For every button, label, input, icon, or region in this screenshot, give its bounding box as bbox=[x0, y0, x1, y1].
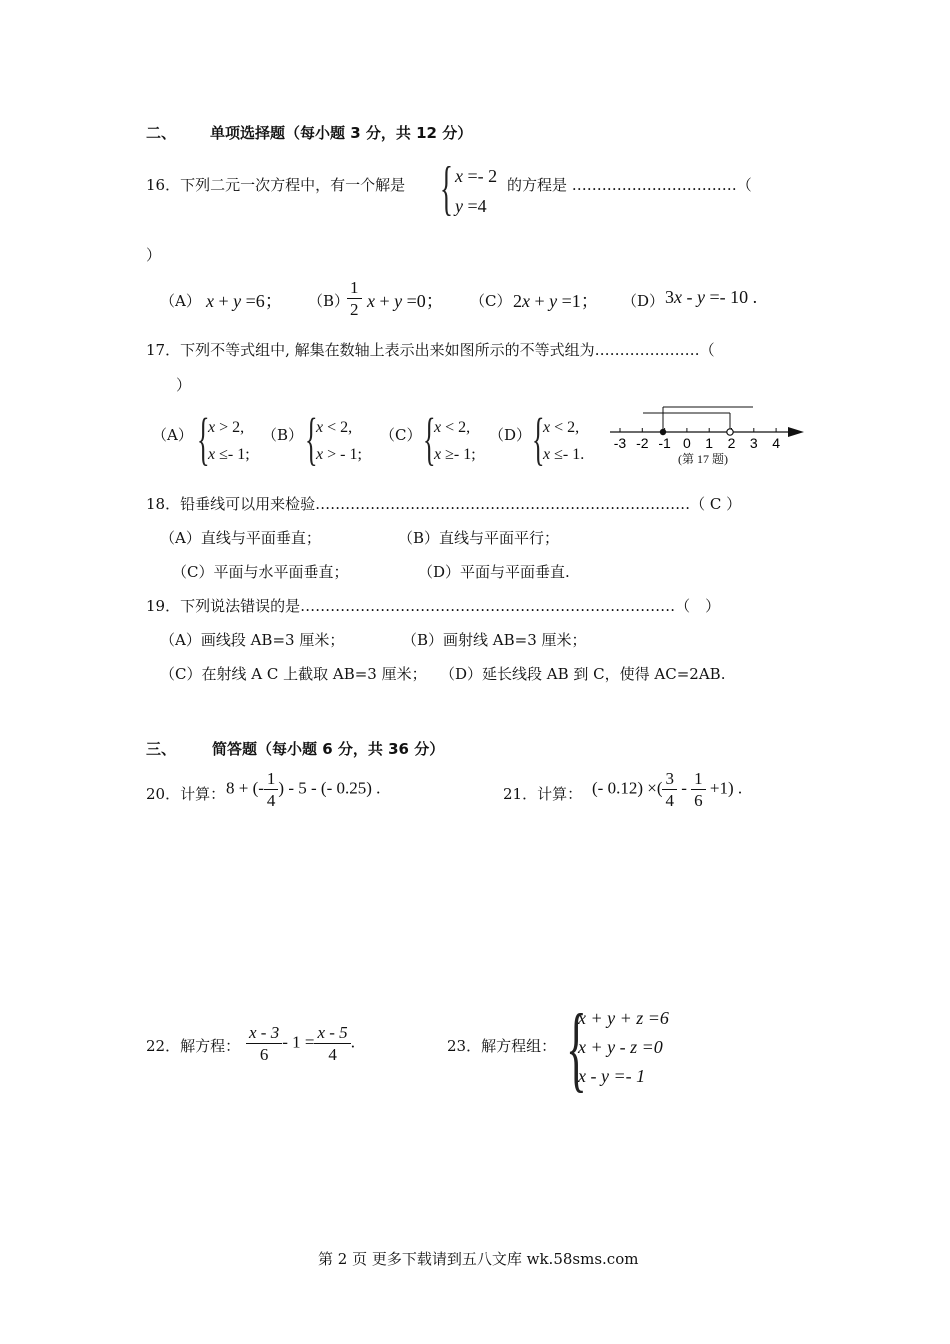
q16-prefix: 16．下列二元一次方程中，有一个解是 bbox=[146, 176, 406, 194]
q23-system-brace: { bbox=[566, 994, 587, 1101]
q20-expression: 8 + (- $\frac{1}{4}$ ) - 5 - (- 0.25) . bbox=[226, 769, 381, 811]
q16-suffix: 的方程是 ……………………………（ bbox=[507, 176, 752, 194]
q17-option-d-label: （D） bbox=[489, 426, 532, 444]
q21-label: 21．计算： bbox=[503, 785, 583, 803]
axis-tick-label: -1 bbox=[658, 435, 671, 451]
q17-option-a-brace: { bbox=[197, 406, 210, 471]
section-2-number: 二、 bbox=[146, 124, 177, 142]
q16-option-b-fraction: $\frac{1}{2}$ bbox=[347, 277, 362, 321]
q16-option-b-label: （B） bbox=[308, 292, 350, 310]
q23-eq2: x + y - z =0 bbox=[578, 1037, 663, 1057]
q16-option-d: 3x - y =- 10 . bbox=[665, 287, 758, 307]
q16-option-d-label: （D） bbox=[622, 292, 665, 310]
q17-option-a-label: （A） bbox=[152, 426, 193, 444]
axis-tick-label: 2 bbox=[727, 435, 736, 451]
q18-text: 18．铅垂线可以用来检验…………………………………………………………………（ C ） bbox=[146, 495, 742, 513]
q17-closed-point bbox=[660, 429, 666, 435]
axis-tick-label: 0 bbox=[683, 435, 691, 451]
q17-open-point bbox=[727, 429, 733, 435]
q18-option-c: （C）平面与水平面垂直； bbox=[172, 563, 349, 581]
q16-option-b: x + y =0； bbox=[367, 291, 444, 311]
q16-option-c: 2x + y =1； bbox=[513, 291, 599, 311]
q16-option-c-label: （C） bbox=[470, 292, 512, 310]
q16-system-brace: { bbox=[440, 155, 453, 221]
axis-tick-label: -2 bbox=[636, 435, 649, 451]
axis-tick-label: -3 bbox=[613, 435, 627, 451]
q17-text: 17．下列不等式组中, 解集在数轴上表示出来如图所示的不等式组为…………………（ bbox=[146, 341, 715, 359]
q17-close-paren: ） bbox=[176, 376, 192, 394]
q17-option-b-line1: x < 2, bbox=[316, 419, 353, 436]
q17-option-d-brace: { bbox=[532, 406, 545, 471]
q16-system-eq2: y =4 bbox=[455, 196, 487, 216]
q17-option-d-line1: x < 2, bbox=[543, 419, 580, 436]
q19-option-a: （A）画线段 AB=3 厘米； bbox=[160, 631, 345, 649]
q23-eq1: x + y + z =6 bbox=[578, 1008, 669, 1028]
q20-label: 20．计算： bbox=[146, 785, 226, 803]
q22-label: 22．解方程： bbox=[146, 1037, 241, 1055]
q17-option-c-label: （C） bbox=[380, 426, 422, 444]
q19-option-b: （B）画射线 AB=3 厘米； bbox=[402, 631, 587, 649]
q23-label: 23．解方程组： bbox=[447, 1037, 557, 1055]
q19-text: 19．下列说法错误的是…………………………………………………………………（ ） bbox=[146, 597, 721, 615]
section-3-title: 简答题（每小题 6 分，共 36 分） bbox=[212, 740, 445, 758]
q23-eq3: x - y =- 1 bbox=[578, 1066, 646, 1086]
q17-caption: (第 17 题) bbox=[678, 452, 728, 466]
q19-option-d: （D）延长线段 AB 到 C，使得 AC=2AB. bbox=[440, 665, 726, 683]
q17-option-c-line1: x < 2, bbox=[434, 419, 471, 436]
section-3-number: 三、 bbox=[146, 740, 177, 758]
page-footer: 第 2 页 更多下载请到五八文库 wk.58sms.com bbox=[318, 1250, 639, 1268]
q17-option-c-line2: x ≥- 1; bbox=[434, 446, 476, 463]
q22-equation: $\frac{x - 3}{6}$ - 1 = $\frac{x - 5}{4}$ . bbox=[246, 1022, 355, 1066]
q16-system-eq1: x =- 2 bbox=[455, 166, 498, 186]
q17-option-b-brace: { bbox=[305, 406, 318, 471]
q18-option-a: （A）直线与平面垂直； bbox=[160, 529, 321, 547]
q17-option-a-line1: x > 2, bbox=[208, 419, 245, 436]
q17-option-a-line2: x ≤- 1; bbox=[208, 446, 250, 463]
axis-tick-label: 1 bbox=[705, 435, 714, 451]
q16-option-a: x + y =6； bbox=[206, 291, 283, 311]
q18-option-d: （D）平面与平面垂直. bbox=[418, 563, 570, 581]
q21-expression: (- 0.12) ×( $\frac{3}{4}$ - $\frac{1}{6}$ +1) . bbox=[592, 769, 743, 811]
q16-option-a-label: （A） bbox=[160, 292, 201, 310]
axis-tick-label: 3 bbox=[749, 435, 758, 451]
q18-option-b: （B）直线与平面平行； bbox=[398, 529, 560, 547]
q17-option-b-line2: x > - 1; bbox=[316, 446, 362, 463]
q17-option-c-brace: { bbox=[423, 406, 436, 471]
q17-option-d-line2: x ≤- 1. bbox=[543, 446, 585, 463]
q16-close-paren: ） bbox=[146, 246, 162, 264]
q17-option-b-label: （B） bbox=[262, 426, 304, 444]
axis-tick-label: 4 bbox=[772, 435, 780, 451]
q19-option-c: （C）在射线 A C 上截取 AB=3 厘米； bbox=[160, 665, 427, 683]
section-2-title: 单项选择题（每小题 3 分，共 12 分） bbox=[210, 124, 473, 142]
